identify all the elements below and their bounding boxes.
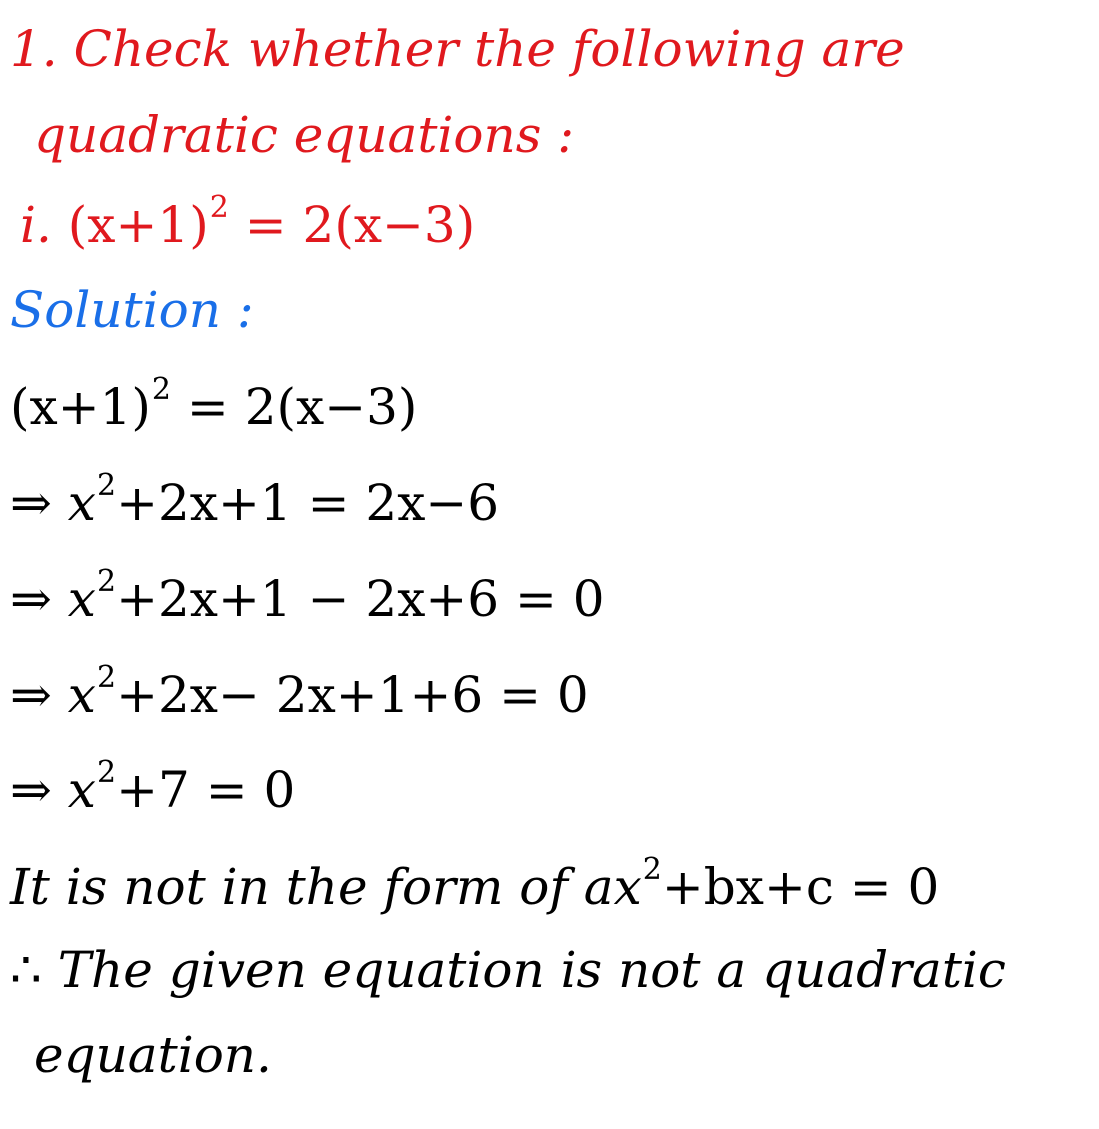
step-4: ⇒ $x^2+2x- 2x+1+6 = 0$ xyxy=(10,659,589,724)
step-5: ⇒ $x^2+7 = 0$ xyxy=(10,754,296,819)
equation-rhs: = 2(x−3) xyxy=(244,196,476,254)
conclusion-line1: It is not in the form of $ax^2+bx+c = 0$ xyxy=(10,851,940,916)
step-2: ⇒ $x^2+2x+1 = 2x-6$ xyxy=(10,467,500,532)
problem-title-line2: quadratic equations : xyxy=(34,106,575,164)
equation-lhs: $(x+1)^2$ xyxy=(67,189,229,254)
step-1: $(x+1)^2 = 2(x-3)$ xyxy=(10,371,418,436)
step-3: ⇒ $x^2+2x+1 - 2x+6 = 0$ xyxy=(10,563,605,628)
problem-equation xyxy=(20,189,476,254)
problem-title-line1: 1. Check whether the following are xyxy=(10,20,905,78)
therefore-symbol: ∴ xyxy=(10,941,42,999)
solution-label: Solution : xyxy=(10,281,254,339)
conclusion-line2: ∴ The given equation is not a quadratic xyxy=(10,941,1006,999)
part-label: i. xyxy=(20,196,52,254)
conclusion-line3: equation. xyxy=(34,1026,272,1084)
